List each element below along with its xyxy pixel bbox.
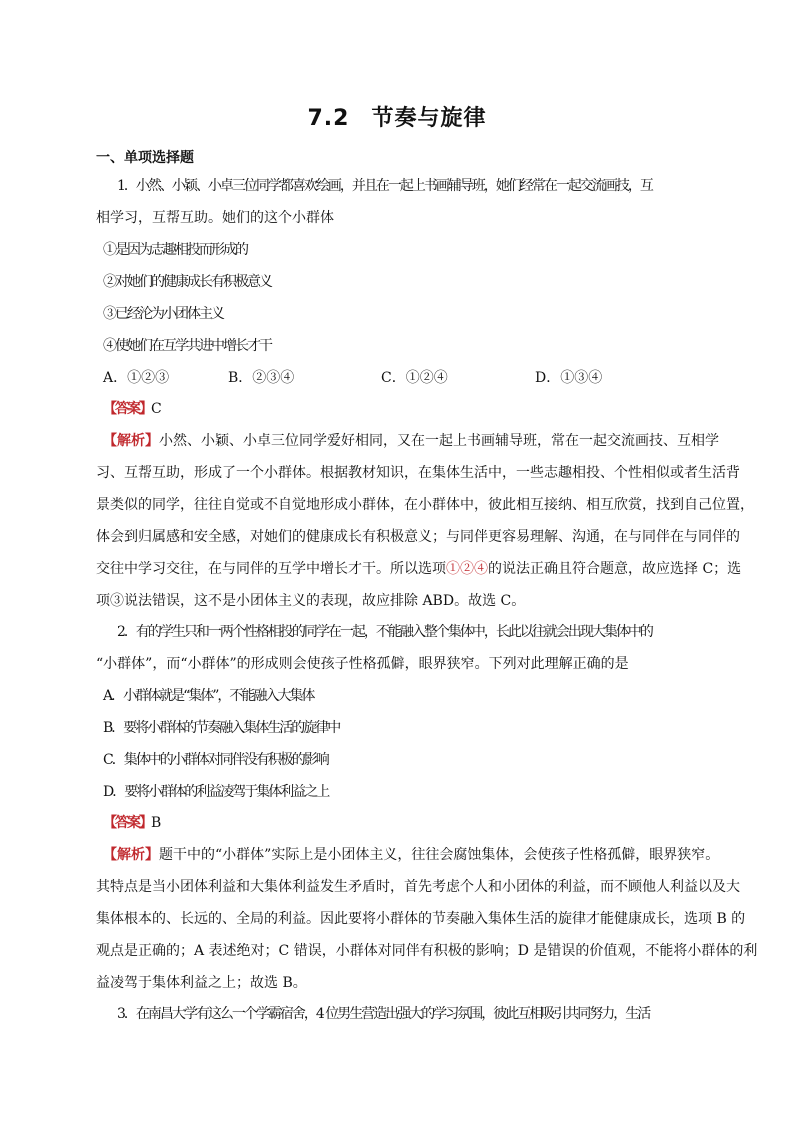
q2-answer-label: 【答案】	[103, 815, 151, 831]
title-number: 7.2	[307, 106, 350, 131]
q1-answer-label: 【答案】	[103, 401, 151, 417]
q1-stem-line2: 相学习，互帮互助。她们的这个小群体	[96, 210, 334, 226]
q1-option-c: C．①②④	[381, 370, 448, 386]
q2-analysis-text-1: 题干中的“小群体”实际上是小团体主义，往往会腐蚀集体，会使孩子性格孤僻，眼界狭窄。	[159, 847, 720, 863]
q1-option-b: B．②③④	[228, 370, 295, 386]
q2-option-b: B．要将小群体的节奏融入集体生活的旋律中	[103, 720, 340, 736]
q1-item-3: ③已经沦为小团体主义	[103, 306, 223, 322]
q2-analysis-label: 【解析】	[103, 847, 159, 863]
q1-analysis-line1	[103, 431, 719, 451]
q2-option-c: C．集体中的小群体对同伴没有积极的影响	[103, 752, 328, 768]
q1-answer-value: C	[151, 401, 160, 417]
q2-option-d: D．要将小群体的利益凌驾于集体利益之上	[103, 784, 329, 800]
q1-stem-line1: 1．小然、小颖、小卓三位同学都喜欢绘画，并且在一起上书画辅导班，她们经常在一起交流画技，互	[117, 178, 652, 194]
q1-analysis-text-5a: 交往中学习交往，在与同伴的互学中增长才干。所以选项	[96, 561, 446, 577]
q1-item-4: ④使她们在互学共进中增长才干	[103, 338, 271, 354]
title-text: 节奏与旋律	[371, 106, 487, 131]
q1-item-1: ①是因为志趣相投而形成的	[103, 242, 247, 258]
q2-answer-value: B	[151, 815, 160, 831]
page-title	[0, 101, 794, 132]
q2-analysis-line5: 益凌驾于集体利益之上；故选 B。	[96, 975, 307, 991]
q2-analysis-line4: 观点是正确的；A 表述绝对；C 错误，小群体对同伴有积极的影响；D 是错误的价值观，不能将小群体的利	[96, 943, 758, 959]
q1-analysis-text-1: 小然、小颖、小卓三位同学爱好相同，又在一起上书画辅导班，常在一起交流画技、互相学	[159, 433, 719, 449]
q2-analysis-line1	[103, 845, 720, 865]
q2-option-a: A．小群体就是“集体”，不能融入大集体	[103, 688, 314, 704]
q1-analysis-text-5b: 的说法正确且符合题意，故应选择 C；选	[488, 561, 742, 577]
q1-option-d: D．①③④	[535, 370, 603, 386]
section-heading: 一、单项选择题	[96, 150, 194, 166]
q2-stem-line1: 2．有的学生只和一两个性格相投的同学在一起，不能融入整个集体中，长此以往就会出现大集体中的	[117, 624, 652, 640]
q1-answer	[103, 399, 713, 419]
q1-analysis-label: 【解析】	[103, 433, 159, 449]
q1-analysis-line2: 习、互帮互助，形成了一个小群体。根据教材知识，在集体生活中，一些志趣相投、个性相似或者生活背	[96, 465, 740, 481]
q2-analysis-line3: 集体根本的、长远的、全局的利益。因此要将小群体的节奏融入集体生活的旋律才能健康成长，选项 B 的	[96, 911, 746, 927]
q3-stem-line1: 3．在南昌大学有这么一个学霸宿舍，4 位男生营造出强大的学习氛围，彼此互相吸引共同努力，生活	[117, 1006, 650, 1022]
q1-analysis-line3: 景类似的同学，往往自觉或不自觉地形成小群体，在小群体中，彼此相互接纳、相互欣赏，找到自己位置，	[96, 497, 754, 513]
q2-answer	[103, 813, 713, 833]
q2-stem-line2: “小群体”，而“小群体”的形成则会使孩子性格孤僻，眼界狭窄。下列对此理解正确的是	[96, 656, 629, 672]
q1-analysis-line6: 项③说法错误，这不是小团体主义的表现，故应排除 ABD。故选 C。	[96, 593, 526, 609]
q2-analysis-line2: 其特点是当小团体利益和大集体利益发生矛盾时，首先考虑个人和小团体的利益，而不顾他人利益以及大	[96, 879, 740, 895]
q1-analysis-line4: 体会到归属感和安全感，对她们的健康成长有积极意义；与同伴更容易理解、沟通，在与同伴在与同伴的	[96, 529, 740, 545]
q1-analysis-line5	[96, 559, 742, 579]
q1-item-2: ②对她们的健康成长有积极意义	[103, 274, 271, 290]
q1-analysis-highlight: ①②④	[446, 561, 488, 577]
q1-option-a: A．①②③	[103, 370, 170, 386]
